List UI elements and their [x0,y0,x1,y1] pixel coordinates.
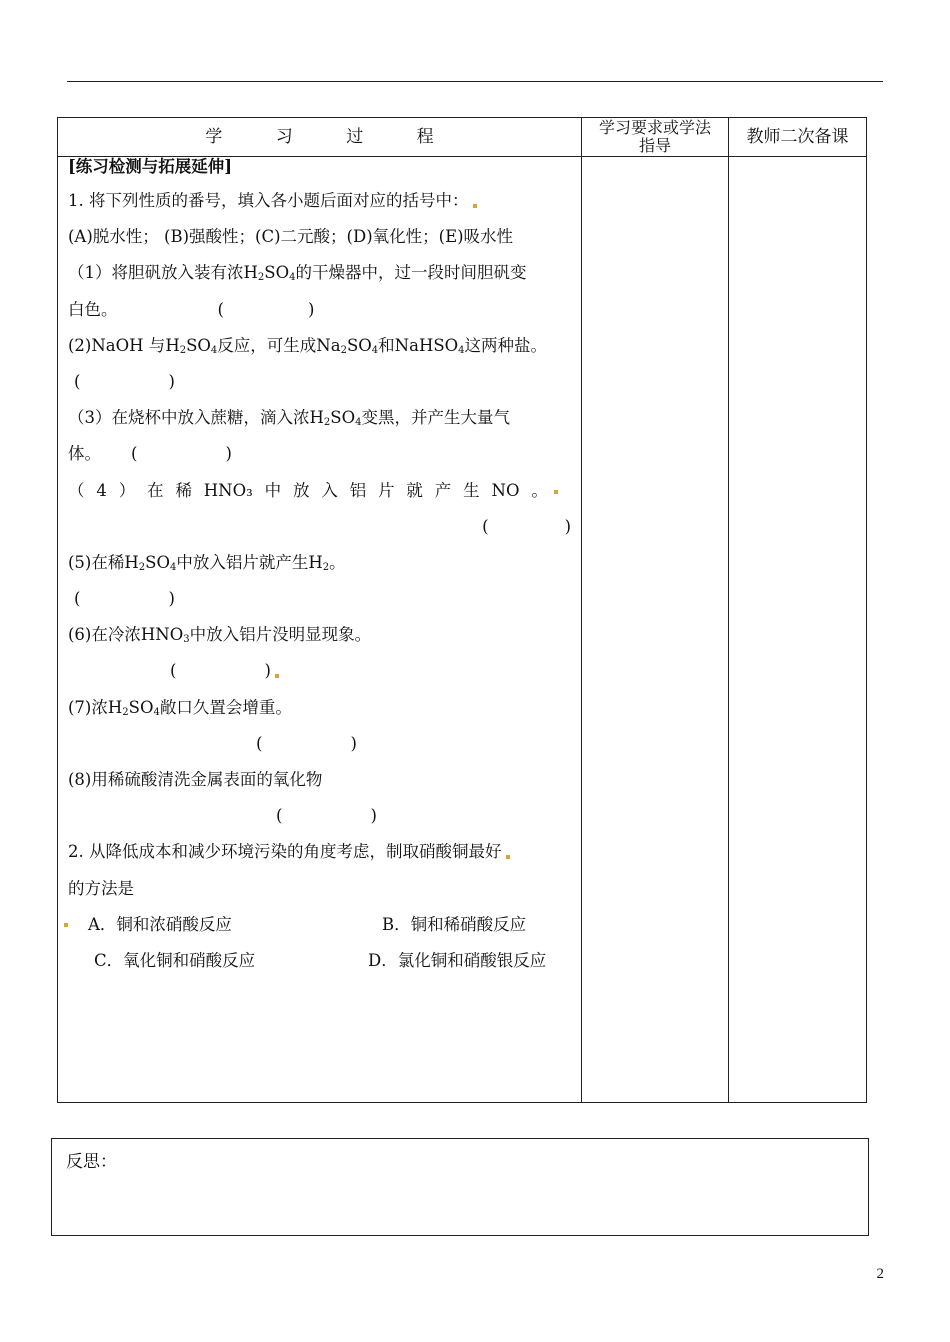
q1-item8-answer: ( ) [276,806,377,826]
q1-item4 [68,473,573,509]
q1-item4-answer: ( ) [482,516,571,536]
q1-item2: (2)NaOH 与$H_2SO_4$反应，可生成$Na_2SO_4$和NaHSO$_4$这两种盐。 [68,335,548,356]
reflection-box [51,1138,869,1236]
process-cell [58,157,582,1103]
q2-prompt-cont: 的方法是 [68,878,134,898]
q1-item1: （1）将胆矾放入装有浓$H_2SO_4$的干燥器中，过一段时间胆矾变 [68,263,527,284]
q2-prompt: 2. 从降低成本和减少环境污染的角度考虑，制取硝酸铜最好 [68,834,573,870]
q2-options-row1 [68,907,573,943]
q2-option-a: A．铜和浓硝酸反应 [88,914,232,934]
teacher-cell [729,157,867,1103]
highlight-mark [473,204,477,208]
q1-item7: (7)浓$H_2SO_4$敞口久置会增重。 [68,697,292,718]
highlight-mark [64,923,68,927]
requirements-cell [582,157,729,1103]
q1-item3-cont: 体。 ( ) [68,444,232,464]
page-number: 2 [876,1266,884,1282]
highlight-mark [554,490,558,494]
header-rule [67,81,883,82]
q1-item6-answer: ( ) [68,653,573,689]
q2-option-b: B．铜和稀硝酸反应 [382,914,527,934]
lesson-table [57,117,867,1103]
q2-option-c: C．氧化铜和硝酸反应 [94,950,256,970]
column-header-requirements: 学习要求或学法指导 [582,118,729,157]
q1-item3: （3）在烧杯中放入蔗糖，滴入浓$H_2SO_4$变黑，并产生大量气 [68,408,510,429]
q2-option-d: D．氯化铜和硝酸银反应 [368,950,547,970]
q1-item5-answer: ( ) [74,589,175,609]
q2-options-row2 [68,943,573,979]
q1-item5: (5)在稀$H_2SO_4$中放入铝片就产生$H_2$。 [68,552,346,573]
reflection-label: 反思： [66,1152,117,1172]
column-header-teacher: 教师二次备课 [729,118,867,157]
q1-prompt: 1. 将下列性质的番号，填入各小题后面对应的括号中： [68,183,573,219]
q1-item1-cont: 白色。 ( ) [68,299,315,319]
q1-item7-answer: ( ) [256,733,357,753]
highlight-mark [275,674,279,678]
q1-item4-text: （ 4 ） 在 稀 HNO₃ 中 放 入 铝 片 就 产 生 NO 。 [68,480,548,500]
q1-item6: (6)在冷浓$HNO_3$中放入铝片没明显现象。 [68,625,372,646]
column-header-process: 学 习 过 程 [58,118,582,157]
q1-item2-answer: ( ) [74,371,175,391]
highlight-mark [506,855,510,859]
q1-options: (A)脱水性； (B)强酸性；(C)二元酸；(D)氧化性；(E)吸水性 [68,227,514,247]
section-title: [练习检测与拓展延伸] [68,157,233,176]
q1-item8: (8)用稀硫酸清洗金属表面的氧化物 [68,770,323,789]
